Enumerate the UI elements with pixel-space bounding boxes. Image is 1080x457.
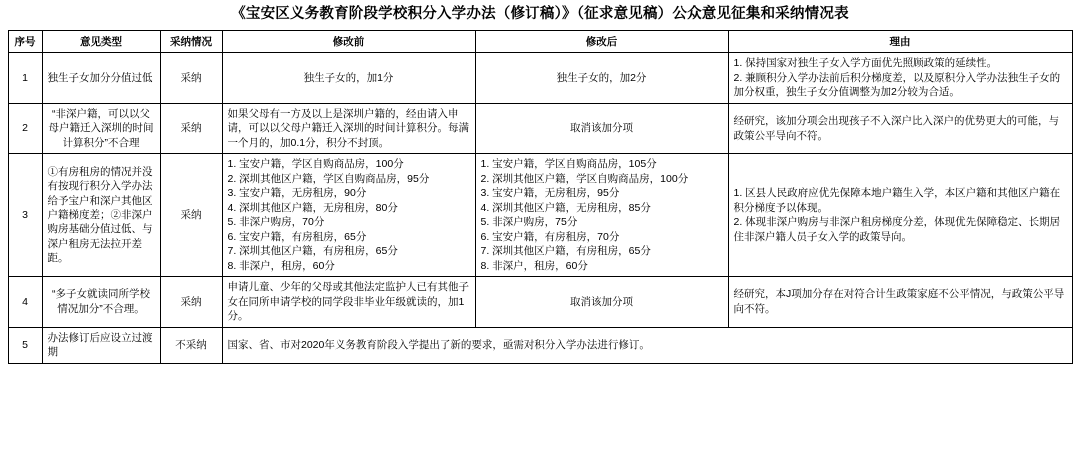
cell-type: 独生子女加分分值过低 xyxy=(42,53,160,103)
column-header-no: 序号 xyxy=(8,31,42,53)
after-line: 8. 非深户，租房，60分 xyxy=(480,259,588,272)
before-line: 1. 宝安户籍，学区自购商品房，100分 xyxy=(227,158,404,171)
cell-no: 2 xyxy=(8,103,42,153)
cell-reason xyxy=(728,154,1072,277)
cell-adopt: 采纳 xyxy=(160,103,222,153)
column-header-after: 修改后 xyxy=(475,31,728,53)
cell-after xyxy=(475,154,728,277)
table-row xyxy=(8,103,1072,153)
table-row xyxy=(8,154,1072,277)
reason-line: 2. 体现非深户购房与非深户租房梯度分差，体现优先保障稳定、长期居住非深户籍人员子女入学的政策导向。 xyxy=(733,216,1061,243)
cell-before xyxy=(222,154,475,277)
before-line: 3. 宝安户籍，无房租房，90分 xyxy=(227,187,367,200)
before-line: 5. 非深户购房，70分 xyxy=(227,216,325,229)
after-line: 4. 深圳其他区户籍，无房租房，85分 xyxy=(480,201,651,214)
before-line: 2. 深圳其他区户籍，学区自购商品房，95分 xyxy=(227,172,430,185)
cell-type: 办法修订后应设立过渡期 xyxy=(42,327,160,363)
cell-no: 5 xyxy=(8,327,42,363)
after-line: 5. 非深户购房，75分 xyxy=(480,216,578,229)
cell-adopt: 采纳 xyxy=(160,53,222,103)
column-header-adopt: 采纳情况 xyxy=(160,31,222,53)
cell-after: 独生子女的，加2分 xyxy=(475,53,728,103)
opinion-collection-table xyxy=(8,30,1073,363)
cell-type: “非深户籍，可以以父母户籍迁入深圳的时间计算积分”不合理 xyxy=(42,103,160,153)
cell-before: 独生子女的，加1分 xyxy=(222,53,475,103)
after-line: 3. 宝安户籍，无房租房，95分 xyxy=(480,187,620,200)
cell-before: 申请儿童、少年的父母或其他法定监护人已有其他子女在同所申请学校的同学段非毕业年级就读的，加1分。 xyxy=(222,277,475,327)
table-header xyxy=(8,31,1072,53)
before-line: 7. 深圳其他区户籍，有房租房，65分 xyxy=(227,245,398,258)
reason-line: 2. 兼顾积分入学办法前后积分梯度差，以及原积分入学办法独生子女的加分权重，独生子女分值调整为加2分较为合适。 xyxy=(733,71,1061,99)
after-line: 7. 深圳其他区户籍，有房租房，65分 xyxy=(480,245,651,258)
table-row xyxy=(8,327,1072,363)
table-header-row xyxy=(8,31,1072,53)
cell-after: 取消该加分项 xyxy=(475,103,728,153)
cell-type: “多子女就读同所学校情况加分”不合理。 xyxy=(42,277,160,327)
table-row xyxy=(8,277,1072,327)
cell-no: 1 xyxy=(8,53,42,103)
cell-no: 3 xyxy=(8,154,42,277)
reason-line: 1. 区县人民政府应优先保障本地户籍生入学，本区户籍和其他区户籍在积分梯度予以体现。 xyxy=(733,187,1061,214)
reason-line: 1. 保持国家对独生子女入学方面优先照顾政策的延续性。 xyxy=(733,57,998,70)
page-title: 《宝安区义务教育阶段学校积分入学办法（修订稿）》（征求意见稿）公众意见征集和采纳情况表 xyxy=(231,6,849,22)
column-header-type: 意见类型 xyxy=(42,31,160,53)
before-line: 4. 深圳其他区户籍，无房租房，80分 xyxy=(227,201,398,214)
after-line: 2. 深圳其他区户籍，学区自购商品房，100分 xyxy=(480,172,689,185)
cell-adopt: 不采纳 xyxy=(160,327,222,363)
cell-before: 如果父母有一方及以上是深圳户籍的，经由请入申请，可以以父母户籍迁入深圳的时间计算积分。每满一个月的，加0.1分，积分不封顶。 xyxy=(222,103,475,153)
table-row xyxy=(8,53,1072,103)
cell-reason: 经研究，该加分项会出现孩子不入深户比入深户的优势更大的可能，与政策公平导向不符。 xyxy=(728,103,1072,153)
cell-reason xyxy=(728,53,1072,103)
cell-type: ①有房租房的情况并没有按现行积分入学办法给予宝户和深户其他区户籍梯度差；②非深户购房基础分值过低、与深户租房无法拉开差距。 xyxy=(42,154,160,277)
after-line: 1. 宝安户籍，学区自购商品房，105分 xyxy=(480,158,657,171)
cell-no: 4 xyxy=(8,277,42,327)
cell-adopt: 采纳 xyxy=(160,154,222,277)
before-line: 6. 宝安户籍，有房租房，65分 xyxy=(227,230,367,243)
cell-merged-note: 国家、省、市对2020年义务教育阶段入学提出了新的要求，亟需对积分入学办法进行修订。 xyxy=(222,327,1072,363)
table-body xyxy=(8,53,1072,363)
before-line: 8. 非深户，租房，60分 xyxy=(227,259,335,272)
cell-adopt: 采纳 xyxy=(160,277,222,327)
after-line: 6. 宝安户籍，有房租房，70分 xyxy=(480,230,620,243)
column-header-before: 修改前 xyxy=(222,31,475,53)
column-header-reason: 理由 xyxy=(728,31,1072,53)
cell-after: 取消该加分项 xyxy=(475,277,728,327)
cell-reason: 经研究，本J项加分存在对符合计生政策家庭不公平情况，与政策公平导向不符。 xyxy=(728,277,1072,327)
